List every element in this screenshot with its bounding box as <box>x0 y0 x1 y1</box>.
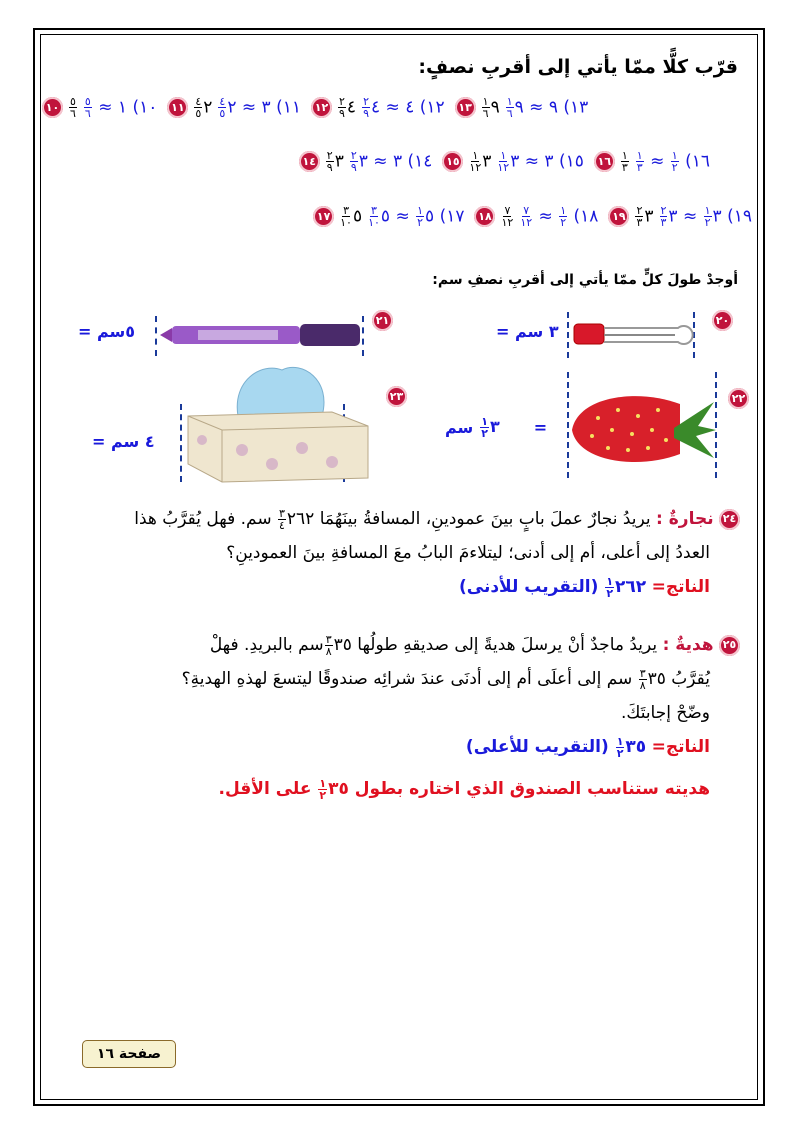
exercise-11: ١١ ٢ $\frac{٤}{٥}$ ١١) ٣ ≈ ٢ $\frac{٤}{٥}$ <box>167 96 301 119</box>
answer-23: = ٤ سم <box>92 432 155 451</box>
exercise-18: ١٨ $\frac{٧}{١٢}$ ١٨) $\frac{١}{٢}$ ≈ $\frac{٧}{١٢}$ <box>474 205 598 228</box>
exercise-15: ١٥ ٣ $\frac{١}{١٢}$ ١٥) ٣ ≈ ٣ $\frac{١}{١٢}$ <box>442 150 583 173</box>
exercise-row-2 <box>299 150 710 173</box>
answer-10: ١٠) ١ ≈ $\frac{٥}{٦}$ <box>84 95 158 120</box>
answer-11: ١١) ٣ ≈ ٢ $\frac{٤}{٥}$ <box>219 95 301 120</box>
exercise-19: ١٩ ٣ $\frac{٢}{٣}$ ١٩) ٣ $\frac{١}{٢}$ ≈ ٣ $\frac{٢}{٣}$ <box>608 205 752 228</box>
answer-12: ١٢) ٤ ≈ ٤ $\frac{٢}{٩}$ <box>363 95 445 120</box>
question-24-label: نجارةٌ : <box>656 509 714 529</box>
question-number-badge: ١٠ <box>42 97 63 118</box>
question-number-badge: ١٣ <box>455 97 476 118</box>
answer-20: = ٣ سم <box>496 322 559 341</box>
measure-guide-line <box>362 316 364 356</box>
measure-guide-line <box>567 312 569 358</box>
exercise-17: ١٧ ٥ $\frac{٣}{١٠}$ ١٧) ٥ $\frac{١}{٢}$ ≈ ٥ $\frac{٣}{١٠}$ <box>313 205 464 228</box>
exercise-10: ١٠ $\frac{٥}{٦}$ ١٠) ١ ≈ $\frac{٥}{٦}$ <box>42 96 157 119</box>
answer-15: ١٥) ٣ ≈ ٣ $\frac{١}{١٢}$ <box>497 149 584 174</box>
tissue-box-image <box>182 360 372 484</box>
safety-pin-image <box>570 318 694 350</box>
exercise-row-1 <box>42 96 752 119</box>
exercise-title: قرّب كلًّا ممّا يأتي إلى أقربِ نصفٍ: <box>418 56 738 78</box>
answer-21: = ٥سم <box>78 322 136 341</box>
question-number-badge: ٢٠ <box>712 310 733 331</box>
question-number-badge: ١٥ <box>442 151 463 172</box>
exercise-13: ١٣ ٩ $\frac{١}{٦}$ ١٣) ٩ ≈ ٩ $\frac{١}{٦}$ <box>455 96 589 119</box>
answer-19: ١٩) ٣ $\frac{١}{٢}$ ≈ ٣ $\frac{٢}{٣}$ <box>660 204 752 229</box>
question-number-badge: ١٤ <box>299 151 320 172</box>
question-number-badge: ٢١ <box>372 310 393 331</box>
question-25-label: هديةٌ : <box>662 635 714 655</box>
answer-14: ١٤) ٣ ≈ ٣ $\frac{٢}{٩}$ <box>350 149 433 174</box>
question-number-badge: ١١ <box>167 97 188 118</box>
question-number-badge: ٢٤ <box>719 509 740 530</box>
answer-25: الناتج= ٣٥ $\frac{١}{٢}$ (التقريب للأعلى) <box>465 734 710 760</box>
question-number-badge: ٢٣ <box>386 386 407 407</box>
question-25: ٢٥ هديةٌ : يريدُ ماجدٌ أنْ يرسلَ هديةً إلى صديقهِ طولُها ٣٥ $\frac{٣}{٨}$ سم بالبريدِ. فهلْ يُقرَّبُ ٣٥ $\frac{٣}{٨}$ سم إلى أعلَى أم إلى أدنَى عندَ شرائِه صندوقًا ليتسعَ لهذهِ الهديةِ؟ وضّحْ إجابتَكَ. الناتج= ٣٥ $\frac{١}{٢}$ (التقريب للأعلى) هديته ستناسب الصندوق الذي اختاره بطول ٣٥ $\frac{١}{٢}$ على الأقل. <box>60 628 740 806</box>
answer-22: = ٣ $\frac{١}{٢}$ سم <box>445 415 548 440</box>
measure-title: أوجدْ طولَ كلٍّ ممّا يأتي إلى أقربِ نصفِ سم: <box>432 272 738 288</box>
answer-25-conclusion: هديته ستناسب الصندوق الذي اختاره بطول ٣٥ $\frac{١}{٢}$ على الأقل. <box>218 776 710 802</box>
question-number-badge: ١٨ <box>474 206 495 227</box>
question-24: ٢٤ نجارةٌ : يريدُ نجارٌ عملَ بابٍ بينَ عمودينِ، المسافةُ بينَهُمَا ٢٦٢ $\frac{٣}{٤}$ سم. فهل يُقرَّبُ هذا العددُ إلى أعلى، أم إلى أدنى؛ ليتلاءمَ البابُ معَ المسافةِ بينَ العمودينِ؟ الناتج= ٢٦٢ $\frac{١}{٢}$ (التقريب للأدنى) <box>60 502 740 604</box>
exercise-row-3 <box>313 205 752 228</box>
question-number-badge: ٢٥ <box>719 635 740 656</box>
exercise-12: ١٢ ٤ $\frac{٢}{٩}$ ١٢) ٤ ≈ ٤ $\frac{٢}{٩}$ <box>311 96 445 119</box>
question-number-badge: ١٩ <box>608 206 629 227</box>
question-number-badge: ١٢ <box>311 97 332 118</box>
marker-image <box>158 322 362 348</box>
strawberry-image <box>568 388 718 470</box>
page-number-label: صفحة ١٦ <box>82 1040 176 1068</box>
question-number-badge: ١٦ <box>594 151 615 172</box>
exercise-14: ١٤ ٣ $\frac{٢}{٩}$ ١٤) ٣ ≈ ٣ $\frac{٢}{٩}$ <box>299 150 433 173</box>
answer-18: ١٨) $\frac{١}{٢}$ ≈ $\frac{٧}{١٢}$ <box>520 204 599 229</box>
answer-24: الناتج= ٢٦٢ $\frac{١}{٢}$ (التقريب للأدنى) <box>458 574 710 600</box>
answer-17: ١٧) ٥ $\frac{١}{٢}$ ≈ ٥ $\frac{٣}{١٠}$ <box>368 204 465 229</box>
question-number-badge: ١٧ <box>313 206 334 227</box>
measure-guide-line <box>155 316 157 356</box>
answer-16: ١٦) $\frac{١}{٢}$ ≈ $\frac{١}{٣}$ <box>636 149 710 174</box>
exercise-16: ١٦ $\frac{١}{٣}$ ١٦) $\frac{١}{٢}$ ≈ $\frac{١}{٣}$ <box>594 150 710 173</box>
answer-13: ١٣) ٩ ≈ ٩ $\frac{١}{٦}$ <box>506 95 589 120</box>
question-number-badge: ٢٢ <box>728 388 749 409</box>
